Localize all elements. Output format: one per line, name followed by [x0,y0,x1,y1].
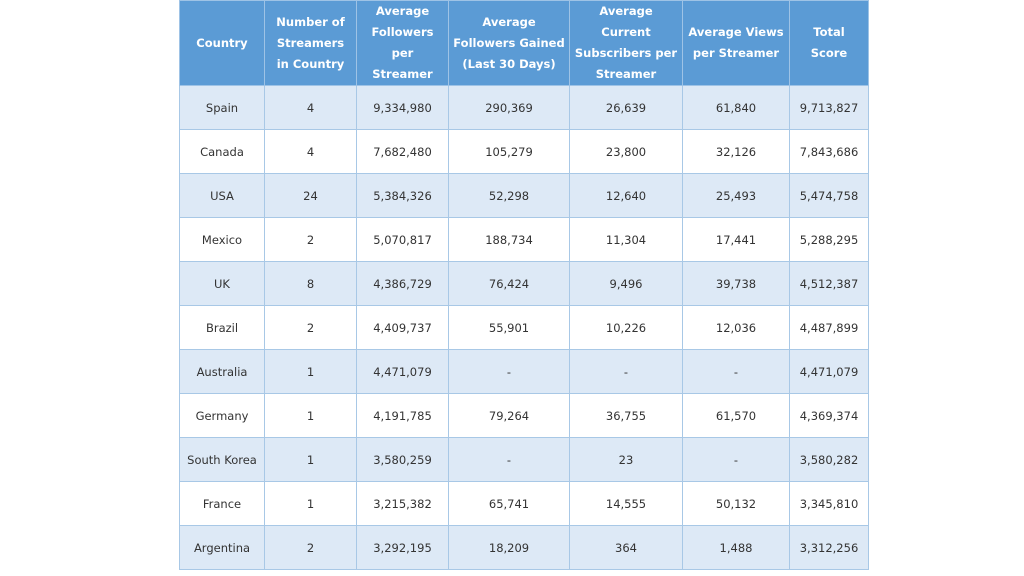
total-score-cell: 4,471,079 [790,350,869,394]
avg-followers-cell: 5,384,326 [357,174,449,218]
column-header-average-followers: Average Followers per Streamer [357,1,449,86]
avg-followers-cell: 3,292,195 [357,526,449,570]
avg-subscribers-cell: 9,496 [570,262,683,306]
avg-views-cell: 1,488 [683,526,790,570]
total-score-cell: 5,288,295 [790,218,869,262]
avg-subscribers-cell: 11,304 [570,218,683,262]
streamers-count-cell: 4 [265,86,357,130]
total-score-cell: 3,345,810 [790,482,869,526]
country-cell: Germany [180,394,265,438]
avg-subscribers-cell: 23,800 [570,130,683,174]
column-header-average-followers-gained: Average Followers Gained (Last 30 Days) [449,1,570,86]
country-cell: Brazil [180,306,265,350]
table-header [180,1,869,86]
column-header-country: Country [180,1,265,86]
streamers-count-cell: 8 [265,262,357,306]
avg-followers-cell: 4,471,079 [357,350,449,394]
total-score-cell: 4,369,374 [790,394,869,438]
avg-followers-cell: 3,215,382 [357,482,449,526]
streamers-count-cell: 2 [265,306,357,350]
avg-followers-cell: 7,682,480 [357,130,449,174]
table-row [180,350,869,394]
country-cell: USA [180,174,265,218]
avg-followers-gained-cell: - [449,350,570,394]
avg-subscribers-cell: 36,755 [570,394,683,438]
avg-followers-cell: 5,070,817 [357,218,449,262]
avg-followers-gained-cell: 18,209 [449,526,570,570]
avg-subscribers-cell: 14,555 [570,482,683,526]
total-score-cell: 5,474,758 [790,174,869,218]
table-row [180,482,869,526]
streamers-count-cell: 1 [265,394,357,438]
total-score-cell: 7,843,686 [790,130,869,174]
column-header-number-of-streamers: Number of Streamers in Country [265,1,357,86]
avg-followers-cell: 3,580,259 [357,438,449,482]
streamers-count-cell: 1 [265,350,357,394]
avg-views-cell: - [683,350,790,394]
avg-followers-cell: 9,334,980 [357,86,449,130]
streamers-count-cell: 1 [265,438,357,482]
total-score-cell: 3,312,256 [790,526,869,570]
avg-followers-gained-cell: 76,424 [449,262,570,306]
avg-followers-gained-cell: 52,298 [449,174,570,218]
avg-subscribers-cell: 12,640 [570,174,683,218]
avg-views-cell: 12,036 [683,306,790,350]
streamers-by-country-table [179,0,869,570]
total-score-cell: 4,487,899 [790,306,869,350]
country-cell: Mexico [180,218,265,262]
avg-followers-cell: 4,386,729 [357,262,449,306]
avg-subscribers-cell: 364 [570,526,683,570]
streamers-count-cell: 24 [265,174,357,218]
table-row [180,130,869,174]
avg-followers-gained-cell: 79,264 [449,394,570,438]
total-score-cell: 3,580,282 [790,438,869,482]
column-header-average-subscribers: Average Current Subscribers per Streamer [570,1,683,86]
avg-subscribers-cell: 26,639 [570,86,683,130]
table-row [180,438,869,482]
country-cell: UK [180,262,265,306]
table-row [180,174,869,218]
avg-views-cell: 61,840 [683,86,790,130]
avg-followers-gained-cell: 290,369 [449,86,570,130]
table-row [180,526,869,570]
table-row [180,86,869,130]
header-row [180,1,869,86]
avg-subscribers-cell: - [570,350,683,394]
table-row [180,306,869,350]
avg-views-cell: 61,570 [683,394,790,438]
column-header-average-views: Average Views per Streamer [683,1,790,86]
avg-views-cell: 17,441 [683,218,790,262]
avg-followers-gained-cell: 105,279 [449,130,570,174]
total-score-cell: 4,512,387 [790,262,869,306]
avg-followers-gained-cell: - [449,438,570,482]
avg-views-cell: - [683,438,790,482]
column-header-total-score: Total Score [790,1,869,86]
table-row [180,218,869,262]
table-body [180,86,869,570]
avg-views-cell: 50,132 [683,482,790,526]
streamers-count-cell: 2 [265,218,357,262]
total-score-cell: 9,713,827 [790,86,869,130]
country-cell: Canada [180,130,265,174]
table-row [180,394,869,438]
streamers-count-cell: 1 [265,482,357,526]
table-row [180,262,869,306]
avg-views-cell: 25,493 [683,174,790,218]
streamers-count-cell: 4 [265,130,357,174]
country-cell: Spain [180,86,265,130]
avg-followers-cell: 4,409,737 [357,306,449,350]
avg-views-cell: 39,738 [683,262,790,306]
avg-subscribers-cell: 23 [570,438,683,482]
streamers-count-cell: 2 [265,526,357,570]
avg-followers-gained-cell: 65,741 [449,482,570,526]
country-cell: South Korea [180,438,265,482]
country-cell: France [180,482,265,526]
avg-followers-gained-cell: 188,734 [449,218,570,262]
avg-subscribers-cell: 10,226 [570,306,683,350]
country-cell: Argentina [180,526,265,570]
avg-followers-cell: 4,191,785 [357,394,449,438]
table-container [179,0,868,570]
avg-followers-gained-cell: 55,901 [449,306,570,350]
avg-views-cell: 32,126 [683,130,790,174]
country-cell: Australia [180,350,265,394]
